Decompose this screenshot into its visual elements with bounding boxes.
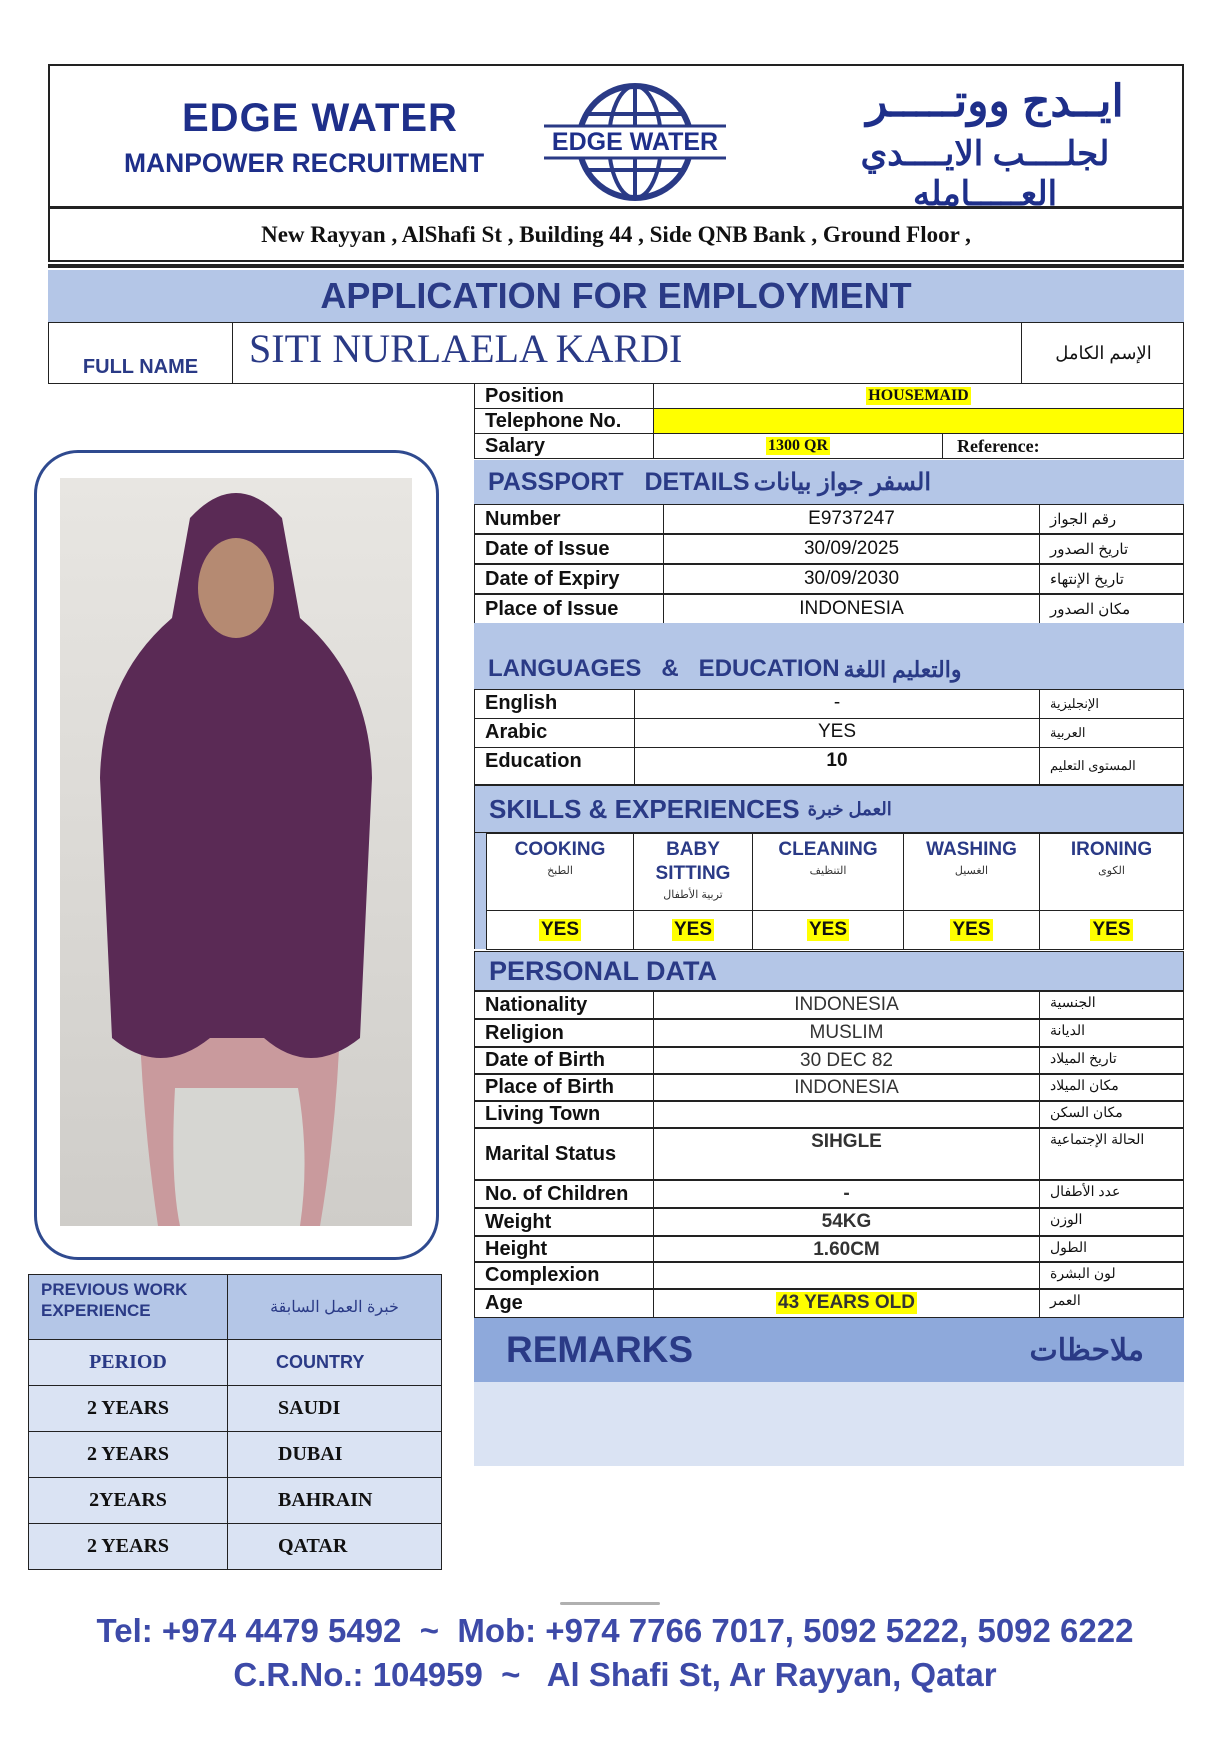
remarks-title: REMARKS: [506, 1329, 694, 1370]
language-row-value[interactable]: YES: [634, 718, 1040, 748]
skill-header-cell: [1039, 833, 1184, 911]
personal-row-arabic: الجنسية: [1039, 991, 1184, 1019]
letterhead: [48, 64, 1184, 213]
personal-row-value-text: 54KG: [821, 1211, 872, 1232]
work-period-cell: 2 YEARS: [28, 1431, 228, 1478]
skill-header-cell: [486, 833, 634, 911]
skill-value-cell[interactable]: [752, 910, 904, 950]
passport-header: [474, 460, 1184, 504]
personal-row-label: No. of Children: [474, 1180, 654, 1208]
skill-header-cell: [633, 833, 753, 911]
personal-row-value[interactable]: [653, 1101, 1040, 1128]
previous-work-table: [28, 1274, 442, 1574]
personal-row-value[interactable]: [653, 1236, 1040, 1262]
personal-row-value[interactable]: [653, 1074, 1040, 1101]
company-subtitle: MANPOWER RECRUITMENT: [124, 148, 485, 178]
company-address: New Rayyan , AlShafi St , Building 44 , Side QNB Bank , Ground Floor ,: [48, 207, 1184, 262]
skill-name-arabic: الغسيل: [954, 865, 989, 877]
skill-value-cell[interactable]: [1039, 910, 1184, 950]
personal-row-arabic: العمر: [1039, 1289, 1184, 1318]
salary-text: 1300 QR: [768, 437, 828, 454]
footer-phone: Tel: +974 4479 5492 ~ Mob: +974 7766 7017, 5092 5222, 5092 6222: [96, 1612, 1134, 1649]
skill-value-cell[interactable]: [633, 910, 753, 950]
personal-row-label: Date of Birth: [474, 1047, 654, 1074]
language-row-arabic: المستوى التعليم: [1039, 747, 1184, 785]
personal-row-label: Marital Status: [474, 1128, 654, 1180]
languages-title: LANGUAGES & EDUCATION: [488, 655, 840, 682]
company-arabic-name: ايــدج ووتـــــر: [866, 77, 1124, 126]
language-row-label: Education: [474, 747, 635, 785]
country-header: COUNTRY: [227, 1339, 442, 1386]
personal-row-value[interactable]: [653, 991, 1040, 1019]
divider: [48, 264, 1184, 268]
personal-row-value[interactable]: [653, 1208, 1040, 1236]
personal-row-value-text: 30 DEC 82: [800, 1049, 893, 1071]
personal-row-value[interactable]: [653, 1262, 1040, 1289]
personal-row-value-text: INDONESIA: [794, 994, 899, 1015]
personal-row-value[interactable]: [653, 1128, 1040, 1180]
personal-row-label: Height: [474, 1236, 654, 1262]
personal-row-value-text: 1.60CM: [813, 1239, 880, 1260]
passport-row-arabic: مكان الصدور: [1039, 594, 1184, 624]
personal-row-arabic: تاريخ الميلاد: [1039, 1047, 1184, 1074]
full-name-label: FULL NAME: [49, 323, 233, 383]
passport-row-value[interactable]: 30/09/2030: [663, 564, 1040, 594]
period-header: PERIOD: [28, 1339, 228, 1386]
salary-label: Salary: [474, 433, 654, 459]
salary-value[interactable]: [653, 433, 943, 459]
skill-value: YES: [1092, 919, 1131, 940]
passport-row-label: Number: [474, 504, 664, 534]
personal-row-value[interactable]: [653, 1019, 1040, 1047]
footer-divider: [560, 1602, 660, 1605]
language-row-value[interactable]: 10: [634, 747, 1040, 785]
form-title: APPLICATION FOR EMPLOYMENT: [320, 275, 912, 316]
personal-row-arabic: الطول: [1039, 1236, 1184, 1262]
position-value[interactable]: [653, 383, 1184, 409]
skill-name-arabic: الكوى: [1098, 865, 1125, 877]
work-country-cell: DUBAI: [227, 1431, 442, 1478]
company-arabic-tagline: لجلــــب الايــــدي العـــــامله: [860, 135, 1110, 213]
footer-address: C.R.No.: 104959 ~ Al Shafi St, Ar Rayyan, Qatar: [233, 1656, 997, 1693]
language-row-arabic: الإنجليزية: [1039, 689, 1184, 719]
skill-name: WASHING: [926, 839, 1017, 860]
work-period-cell: 2 YEARS: [28, 1385, 228, 1432]
personal-row-label: Living Town: [474, 1101, 654, 1128]
telephone-label: Telephone No.: [474, 408, 654, 434]
language-row-label: English: [474, 689, 635, 719]
passport-title-arabic: السفر جواز بيانات: [753, 468, 932, 496]
passport-row-value[interactable]: E9737247: [663, 504, 1040, 534]
skill-value: YES: [673, 919, 713, 940]
passport-title: PASSPORT DETAILS: [488, 467, 750, 496]
telephone-value[interactable]: [653, 408, 1184, 434]
passport-row-arabic: تاريخ الصدور: [1039, 534, 1184, 564]
personal-row-value-text: INDONESIA: [794, 1076, 899, 1098]
skill-header-cell: [903, 833, 1040, 911]
personal-row-label: Complexion: [474, 1262, 654, 1289]
language-row-arabic: العربية: [1039, 718, 1184, 748]
languages-title-arabic: والتعليم اللغة: [843, 657, 962, 682]
passport-row-label: Date of Expiry: [474, 564, 664, 594]
personal-row-arabic: الحالة الإجتماعية: [1039, 1128, 1184, 1180]
skill-header-cell: [752, 833, 904, 911]
skill-name: BABY SITTING: [655, 839, 731, 884]
person-silhouette-icon: [60, 478, 412, 1226]
company-logo: [540, 74, 730, 204]
remarks-body[interactable]: [474, 1382, 1184, 1466]
passport-row-label: Date of Issue: [474, 534, 664, 564]
remarks-title-arabic: ملاحظات: [1029, 1333, 1144, 1367]
logo-text: EDGE WATER: [551, 128, 719, 156]
personal-row-arabic: عدد الأطفال: [1039, 1180, 1184, 1208]
personal-row-value-text: -: [843, 1183, 850, 1204]
skills-header: [474, 785, 1184, 833]
company-name: EDGE WATER: [182, 96, 458, 140]
personal-row-label: Religion: [474, 1019, 654, 1047]
passport-row-arabic: رقم الجواز: [1039, 504, 1184, 534]
personal-row-label: Place of Birth: [474, 1074, 654, 1101]
work-country-cell: QATAR: [227, 1523, 442, 1570]
passport-row-arabic: تاريخ الإنتهاء: [1039, 564, 1184, 594]
reference-label: Reference:: [942, 433, 1184, 459]
skill-name: COOKING: [514, 839, 606, 860]
personal-row-label: Weight: [474, 1208, 654, 1236]
position-label: Position: [474, 383, 654, 409]
position-text: HOUSEMAID: [868, 387, 969, 404]
skill-name-arabic: التنظيف: [809, 865, 847, 877]
personal-row-value[interactable]: [653, 1180, 1040, 1208]
skills-left-stripe: [474, 833, 486, 949]
personal-title: PERSONAL DATA: [489, 955, 718, 986]
personal-row-value-text: 43 YEARS OLD: [778, 1292, 915, 1313]
passport-row-label: Place of Issue: [474, 594, 664, 624]
work-country-cell: BAHRAIN: [227, 1477, 442, 1524]
full-name-value[interactable]: SITI NURLAELA KARDI: [249, 326, 683, 371]
skill-value: YES: [952, 919, 991, 940]
previous-work-title: PREVIOUS WORK EXPERIENCE: [41, 1280, 188, 1320]
remarks-header: [474, 1318, 1184, 1382]
skills-title: SKILLS & EXPERIENCES: [489, 793, 800, 824]
form-title-bar: [48, 270, 1184, 322]
personal-row-label: Nationality: [474, 991, 654, 1019]
languages-header: [474, 623, 1184, 689]
skill-value-cell[interactable]: [486, 910, 634, 950]
personal-row-arabic: لون البشرة: [1039, 1262, 1184, 1289]
previous-work-title-cell: [28, 1274, 228, 1340]
full-name-arabic-label: الإسم الكامل: [1021, 323, 1185, 383]
previous-work-title-arabic: خبرة العمل السابقة: [227, 1274, 442, 1340]
work-period-cell: 2 YEARS: [28, 1523, 228, 1570]
skill-name-arabic: تربية الأطفال: [663, 889, 723, 901]
personal-row-arabic: مكان السكن: [1039, 1101, 1184, 1128]
skill-value: YES: [540, 919, 580, 940]
skill-name: CLEANING: [778, 839, 878, 860]
personal-header: [474, 951, 1184, 991]
personal-row-label: Age: [474, 1289, 654, 1318]
skill-name: IRONING: [1070, 839, 1153, 860]
personal-row-value-text: SIHGLE: [811, 1131, 882, 1152]
language-row-label: Arabic: [474, 718, 635, 748]
personal-row-arabic: الوزن: [1039, 1208, 1184, 1236]
work-country-cell: SAUDI: [227, 1385, 442, 1432]
personal-row-value-text: MUSLIM: [809, 1022, 884, 1043]
personal-row-arabic: الديانة: [1039, 1019, 1184, 1047]
skill-name-arabic: الطبخ: [547, 865, 573, 877]
full-name-row: [48, 322, 1184, 384]
personal-row-arabic: مكان الميلاد: [1039, 1074, 1184, 1101]
skill-value-cell[interactable]: [903, 910, 1040, 950]
work-period-cell: 2YEARS: [28, 1477, 228, 1524]
skills-title-arabic: العمل خبرة: [807, 798, 892, 819]
personal-row-value[interactable]: [653, 1289, 1040, 1318]
applicant-photo: [60, 478, 412, 1226]
language-row-value[interactable]: -: [634, 689, 1040, 719]
personal-row-value[interactable]: [653, 1047, 1040, 1074]
skill-value: YES: [808, 919, 848, 940]
passport-row-value[interactable]: 30/09/2025: [663, 534, 1040, 564]
passport-row-value[interactable]: INDONESIA: [663, 594, 1040, 624]
